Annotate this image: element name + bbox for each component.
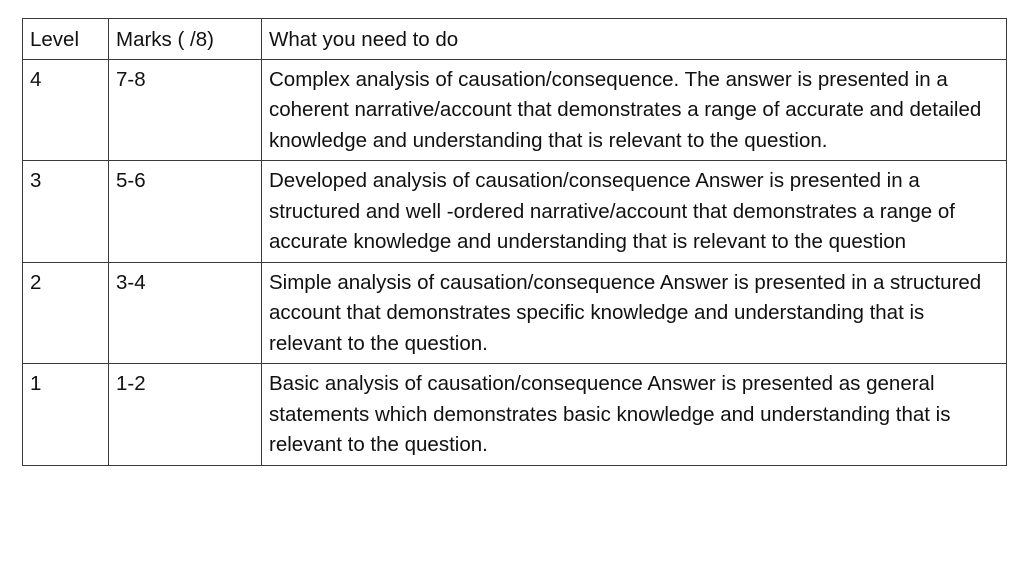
header-description: What you need to do [262, 19, 1007, 60]
header-marks: Marks ( /8) [109, 19, 262, 60]
marks-cell: 1-2 [109, 364, 262, 466]
table-row [23, 262, 1007, 364]
table-row [23, 59, 1007, 161]
level-cell: 4 [23, 59, 109, 161]
description-cell: Basic analysis of causation/consequence Answer is presented as general statements which demonstrates basic knowledge and understanding that is relevant to the question. [262, 364, 1007, 466]
header-level: Level [23, 19, 109, 60]
description-cell: Simple analysis of causation/consequence Answer is presented in a structured account that demonstrates specific knowledge and understanding that is relevant to the question. [262, 262, 1007, 364]
level-cell: 2 [23, 262, 109, 364]
level-cell: 3 [23, 161, 109, 263]
table-row [23, 364, 1007, 466]
marks-cell: 3-4 [109, 262, 262, 364]
table-row [23, 161, 1007, 263]
marks-cell: 5-6 [109, 161, 262, 263]
level-cell: 1 [23, 364, 109, 466]
header-row [23, 19, 1007, 60]
description-cell: Complex analysis of causation/consequence. The answer is presented in a coherent narrative/account that demonstrates a range of accurate and detailed knowledge and understanding that is relevant to the question. [262, 59, 1007, 161]
description-cell: Developed analysis of causation/consequence Answer is presented in a structured and well -ordered narrative/account that demonstrates a range of accurate knowledge and understanding that is relevant to the question [262, 161, 1007, 263]
mark-scheme-table [22, 18, 1007, 466]
marks-cell: 7-8 [109, 59, 262, 161]
